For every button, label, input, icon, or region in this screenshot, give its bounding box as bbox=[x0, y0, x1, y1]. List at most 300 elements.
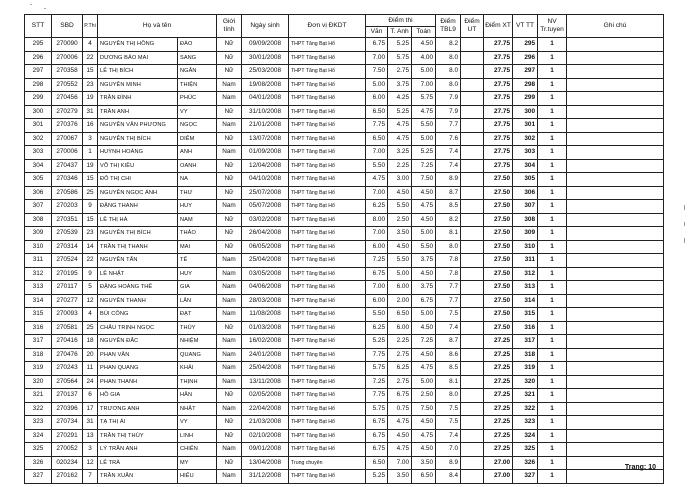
cell-sbd: 270396 bbox=[52, 402, 83, 416]
cell-van: 5.75 bbox=[366, 362, 388, 376]
cell-ten: CHIẾN bbox=[178, 443, 217, 457]
cell-diem-ut bbox=[461, 335, 484, 349]
cell-ngay-sinh: 02/05/2008 bbox=[242, 389, 289, 403]
cell-diem-xt: 27.50 bbox=[484, 213, 513, 227]
cell-ghi-chu bbox=[567, 321, 664, 335]
table-row bbox=[25, 402, 664, 416]
cell-p-thi: 12 bbox=[83, 456, 98, 470]
cell-ngay-sinh: 11/08/2008 bbox=[242, 308, 289, 322]
cell-diem-ut bbox=[461, 132, 484, 146]
cell-ngay-sinh: 13/04/2008 bbox=[242, 456, 289, 470]
cell-stt: 319 bbox=[25, 362, 52, 376]
cell-stt: 318 bbox=[25, 348, 52, 362]
cell-diem-ut bbox=[461, 470, 484, 484]
cell-ho-dem: PHAN THANH bbox=[98, 375, 178, 389]
cell-p-thi: 24 bbox=[83, 375, 98, 389]
cell-t-anh: 6.75 bbox=[388, 389, 412, 403]
table-body bbox=[25, 38, 664, 484]
cell-van: 5.25 bbox=[366, 470, 388, 484]
cell-ghi-chu bbox=[567, 119, 664, 133]
cell-sbd: 020234 bbox=[52, 456, 83, 470]
cell-nv: 1 bbox=[538, 294, 567, 308]
cell-diem-xt: 27.50 bbox=[484, 321, 513, 335]
cell-vt-tt: 313 bbox=[513, 281, 538, 295]
cell-toan: 5.25 bbox=[412, 146, 436, 160]
cell-gioi-tinh: Nam bbox=[217, 200, 242, 214]
cell-diem-xt: 27.25 bbox=[484, 443, 513, 457]
cell-ngay-sinh: 01/09/2008 bbox=[242, 146, 289, 160]
cell-sbd: 270117 bbox=[52, 281, 83, 295]
cell-diem-ut bbox=[461, 186, 484, 200]
cell-toan: 5.75 bbox=[412, 92, 436, 106]
cell-ten: DIỄM bbox=[178, 132, 217, 146]
cell-ngay-sinh: 19/08/2008 bbox=[242, 78, 289, 92]
cell-diem-tbl9: 8.0 bbox=[436, 51, 461, 65]
cell-p-thi: 18 bbox=[83, 335, 98, 349]
cell-diem-tbl9: 7.9 bbox=[436, 105, 461, 119]
cell-ho-dem: NGUYỄN NGỌC ÁNH bbox=[98, 186, 178, 200]
cell-don-vi: THPT Tăng Bạt Hổ bbox=[289, 159, 366, 173]
cell-vt-tt: 306 bbox=[513, 186, 538, 200]
cell-ten: HUY bbox=[178, 200, 217, 214]
cell-diem-tbl9: 7.4 bbox=[436, 146, 461, 160]
cell-diem-tbl9: 7.6 bbox=[436, 132, 461, 146]
cell-ghi-chu bbox=[567, 470, 664, 484]
cell-diem-ut bbox=[461, 402, 484, 416]
table-row bbox=[25, 65, 664, 79]
cell-sbd: 270581 bbox=[52, 321, 83, 335]
cell-ho-dem: NGUYỄN MINH bbox=[98, 78, 178, 92]
cell-sbd: 270277 bbox=[52, 294, 83, 308]
cell-diem-tbl9: 8.9 bbox=[436, 173, 461, 187]
cell-ten: HÂN bbox=[178, 389, 217, 403]
cell-stt: 314 bbox=[25, 294, 52, 308]
cell-sbd: 270346 bbox=[52, 173, 83, 187]
header-ngay-sinh: Ngày sinh bbox=[242, 15, 289, 38]
cell-ten: HUY bbox=[178, 267, 217, 281]
cell-diem-xt: 27.25 bbox=[484, 389, 513, 403]
cell-stt: 296 bbox=[25, 51, 52, 65]
cell-ngay-sinh: 31/10/2008 bbox=[242, 105, 289, 119]
cell-don-vi: THPT Tăng Bạt Hổ bbox=[289, 78, 366, 92]
header-don-vi: Đơn vị ĐKDT bbox=[289, 15, 366, 38]
cell-van: 6.75 bbox=[366, 443, 388, 457]
cell-t-anh: 3.50 bbox=[388, 227, 412, 241]
cell-nv: 1 bbox=[538, 362, 567, 376]
cell-ngay-sinh: 09/01/2008 bbox=[242, 443, 289, 457]
header-toan: Toán bbox=[412, 27, 436, 38]
cell-ngay-sinh: 04/10/2008 bbox=[242, 173, 289, 187]
cell-ghi-chu bbox=[567, 240, 664, 254]
cell-toan: 5.00 bbox=[412, 375, 436, 389]
cell-toan: 4.50 bbox=[412, 416, 436, 430]
cell-t-anh: 4.75 bbox=[388, 416, 412, 430]
cell-t-anh: 0.75 bbox=[388, 402, 412, 416]
cell-diem-xt: 27.25 bbox=[484, 348, 513, 362]
cell-diem-ut bbox=[461, 294, 484, 308]
cell-diem-tbl9: 7.4 bbox=[436, 429, 461, 443]
cell-p-thi: 5 bbox=[83, 281, 98, 295]
cell-van: 5.25 bbox=[366, 335, 388, 349]
cell-stt: 312 bbox=[25, 267, 52, 281]
cell-toan: 7.00 bbox=[412, 78, 436, 92]
cell-sbd: 270093 bbox=[52, 308, 83, 322]
cell-ngay-sinh: 13/07/2008 bbox=[242, 132, 289, 146]
cell-diem-ut bbox=[461, 146, 484, 160]
cell-sbd: 270203 bbox=[52, 200, 83, 214]
cell-gioi-tinh: Nữ bbox=[217, 416, 242, 430]
cell-ho-dem: NGUYỄN ĐẮC bbox=[98, 335, 178, 349]
header-ho-va-ten: Họ và tên bbox=[98, 15, 217, 38]
cell-toan: 4.50 bbox=[412, 38, 436, 52]
cell-ho-dem: ĐỖ THỊ CHI bbox=[98, 173, 178, 187]
cell-stt: 308 bbox=[25, 213, 52, 227]
cell-nv: 1 bbox=[538, 429, 567, 443]
cell-vt-tt: 307 bbox=[513, 200, 538, 214]
cell-gioi-tinh: Nữ bbox=[217, 105, 242, 119]
cell-t-anh: 4.50 bbox=[388, 240, 412, 254]
cell-ngay-sinh: 26/04/2008 bbox=[242, 227, 289, 241]
cell-ho-dem: LÝ TRẦN ANH bbox=[98, 443, 178, 457]
cell-vt-tt: 320 bbox=[513, 375, 538, 389]
cell-toan: 4.50 bbox=[412, 186, 436, 200]
cell-gioi-tinh: Nam bbox=[217, 375, 242, 389]
cell-ghi-chu bbox=[567, 65, 664, 79]
cell-diem-xt: 27.75 bbox=[484, 92, 513, 106]
cell-toan: 4.75 bbox=[412, 200, 436, 214]
cell-van: 7.25 bbox=[366, 254, 388, 268]
cell-diem-xt: 27.50 bbox=[484, 281, 513, 295]
cell-ten: HIẾU bbox=[178, 470, 217, 484]
header-diem-xt: Điểm XT bbox=[484, 15, 513, 38]
cell-gioi-tinh: Nam bbox=[217, 119, 242, 133]
cell-don-vi: THPT Tăng Bạt Hổ bbox=[289, 254, 366, 268]
cell-sbd: 270376 bbox=[52, 119, 83, 133]
cell-nv: 1 bbox=[538, 159, 567, 173]
cell-don-vi: THPT Tăng Bạt Hổ bbox=[289, 362, 366, 376]
cell-ten: MY bbox=[178, 456, 217, 470]
cell-van: 7.75 bbox=[366, 348, 388, 362]
cell-ten: QUANG bbox=[178, 348, 217, 362]
cell-diem-xt: 27.00 bbox=[484, 456, 513, 470]
cell-sbd: 270052 bbox=[52, 443, 83, 457]
table-row bbox=[25, 294, 664, 308]
cell-gioi-tinh: Nữ bbox=[217, 38, 242, 52]
cell-toan: 5.50 bbox=[412, 240, 436, 254]
cell-sbd: 270552 bbox=[52, 78, 83, 92]
cell-diem-tbl9: 7.0 bbox=[436, 443, 461, 457]
cell-nv: 1 bbox=[538, 240, 567, 254]
cell-ten: NGÂN bbox=[178, 65, 217, 79]
cell-don-vi: THPT Tăng Bạt Hổ bbox=[289, 281, 366, 295]
cell-don-vi: THPT Tăng Bạt Hổ bbox=[289, 267, 366, 281]
cell-t-anh: 6.25 bbox=[388, 362, 412, 376]
cell-nv: 1 bbox=[538, 65, 567, 79]
cell-diem-xt: 27.50 bbox=[484, 254, 513, 268]
cell-ho-dem: TẠ THỊ ÁI bbox=[98, 416, 178, 430]
cell-ghi-chu bbox=[567, 281, 664, 295]
cell-vt-tt: 319 bbox=[513, 362, 538, 376]
cell-diem-xt: 27.50 bbox=[484, 308, 513, 322]
cell-toan: 7.25 bbox=[412, 335, 436, 349]
cell-ho-dem: TRẦN THỊ THANH bbox=[98, 240, 178, 254]
cell-sbd: 270067 bbox=[52, 132, 83, 146]
table-row bbox=[25, 456, 664, 470]
cell-vt-tt: 314 bbox=[513, 294, 538, 308]
cell-t-anh: 4.75 bbox=[388, 443, 412, 457]
table-row bbox=[25, 227, 664, 241]
cell-stt: 295 bbox=[25, 38, 52, 52]
cell-sbd: 270524 bbox=[52, 254, 83, 268]
table-row bbox=[25, 105, 664, 119]
cell-vt-tt: 308 bbox=[513, 213, 538, 227]
cell-nv: 1 bbox=[538, 375, 567, 389]
cell-ten: THÚY bbox=[178, 321, 217, 335]
cell-t-anh: 4.25 bbox=[388, 92, 412, 106]
cell-ho-dem: TRẦN ANH bbox=[98, 105, 178, 119]
table-row bbox=[25, 254, 664, 268]
cell-diem-xt: 27.75 bbox=[484, 105, 513, 119]
cell-diem-tbl9: 8.1 bbox=[436, 375, 461, 389]
cell-diem-xt: 27.50 bbox=[484, 173, 513, 187]
cell-ngay-sinh: 04/01/2008 bbox=[242, 92, 289, 106]
cell-don-vi: THPT Tăng Bạt Hổ bbox=[289, 38, 366, 52]
cell-diem-ut bbox=[461, 159, 484, 173]
cell-van: 6.75 bbox=[366, 429, 388, 443]
cell-ho-dem: NGUYỄN THỊ BÍCH bbox=[98, 227, 178, 241]
cell-nv: 1 bbox=[538, 92, 567, 106]
scan-speck bbox=[30, 4, 32, 5]
cell-diem-ut bbox=[461, 416, 484, 430]
cell-stt: 313 bbox=[25, 281, 52, 295]
cell-vt-tt: 317 bbox=[513, 335, 538, 349]
cell-van: 6.75 bbox=[366, 38, 388, 52]
cell-don-vi: THPT Tăng Bạt Hổ bbox=[289, 227, 366, 241]
cell-don-vi: THPT Tăng Bạt Hổ bbox=[289, 308, 366, 322]
cell-van: 5.50 bbox=[366, 159, 388, 173]
cell-ho-dem: CHÂU TRỊNH NGỌC bbox=[98, 321, 178, 335]
cell-diem-ut bbox=[461, 65, 484, 79]
cell-sbd: 270476 bbox=[52, 348, 83, 362]
cell-nv: 1 bbox=[538, 51, 567, 65]
cell-ngay-sinh: 04/06/2008 bbox=[242, 281, 289, 295]
cell-ngay-sinh: 13/11/2008 bbox=[242, 375, 289, 389]
cell-stt: 323 bbox=[25, 416, 52, 430]
cell-stt: 321 bbox=[25, 389, 52, 403]
cell-diem-ut bbox=[461, 429, 484, 443]
cell-gioi-tinh: Nam bbox=[217, 281, 242, 295]
cell-vt-tt: 296 bbox=[513, 51, 538, 65]
cell-p-thi: 7 bbox=[83, 470, 98, 484]
cell-ten: KHẢI bbox=[178, 362, 217, 376]
cell-t-anh: 4.75 bbox=[388, 119, 412, 133]
cell-toan: 5.50 bbox=[412, 119, 436, 133]
cell-ngay-sinh: 30/01/2008 bbox=[242, 51, 289, 65]
cell-van: 5.75 bbox=[366, 402, 388, 416]
cell-t-anh: 2.50 bbox=[388, 213, 412, 227]
cell-t-anh: 5.50 bbox=[388, 200, 412, 214]
table-row bbox=[25, 51, 664, 65]
cell-ho-dem: PHAN QUANG bbox=[98, 362, 178, 376]
cell-ngay-sinh: 12/04/2008 bbox=[242, 159, 289, 173]
cell-ho-dem: LÊ THỊ HÀ bbox=[98, 213, 178, 227]
cell-ngay-sinh: 01/03/2008 bbox=[242, 321, 289, 335]
cell-van: 7.25 bbox=[366, 375, 388, 389]
cell-ten: TẾ bbox=[178, 254, 217, 268]
cell-gioi-tinh: Nam bbox=[217, 78, 242, 92]
cell-ho-dem: LÊ TRÀ bbox=[98, 456, 178, 470]
cell-t-anh: 2.75 bbox=[388, 375, 412, 389]
cell-gioi-tinh: Nữ bbox=[217, 51, 242, 65]
cell-nv: 1 bbox=[538, 227, 567, 241]
table-row bbox=[25, 38, 664, 52]
cell-ngay-sinh: 31/12/2008 bbox=[242, 470, 289, 484]
cell-vt-tt: 302 bbox=[513, 132, 538, 146]
cell-nv: 1 bbox=[538, 105, 567, 119]
cell-p-thi: 6 bbox=[83, 389, 98, 403]
cell-van: 6.00 bbox=[366, 92, 388, 106]
cell-van: 6.25 bbox=[366, 321, 388, 335]
cell-diem-ut bbox=[461, 308, 484, 322]
cell-p-thi: 1 bbox=[83, 146, 98, 160]
cell-vt-tt: 325 bbox=[513, 443, 538, 457]
cell-don-vi: THPT Tăng Bạt Hổ bbox=[289, 65, 366, 79]
cell-p-thi: 16 bbox=[83, 119, 98, 133]
cell-don-vi: THPT Tăng Bạt Hổ bbox=[289, 402, 366, 416]
cell-vt-tt: 301 bbox=[513, 119, 538, 133]
cell-ghi-chu bbox=[567, 254, 664, 268]
cell-sbd: 270416 bbox=[52, 335, 83, 349]
cell-p-thi: 20 bbox=[83, 348, 98, 362]
cell-ghi-chu bbox=[567, 38, 664, 52]
cell-ngay-sinh: 28/03/2008 bbox=[242, 294, 289, 308]
cell-diem-ut bbox=[461, 200, 484, 214]
cell-ngay-sinh: 03/05/2008 bbox=[242, 267, 289, 281]
cell-ghi-chu bbox=[567, 348, 664, 362]
cell-ten: NHẬT bbox=[178, 402, 217, 416]
cell-p-thi: 25 bbox=[83, 186, 98, 200]
cell-p-thi: 15 bbox=[83, 173, 98, 187]
cell-diem-tbl9: 8.7 bbox=[436, 186, 461, 200]
cell-nv: 1 bbox=[538, 389, 567, 403]
cell-ghi-chu bbox=[567, 159, 664, 173]
cell-vt-tt: 300 bbox=[513, 105, 538, 119]
cell-van: 7.75 bbox=[366, 119, 388, 133]
cell-sbd: 270539 bbox=[52, 227, 83, 241]
cell-nv: 1 bbox=[538, 186, 567, 200]
cell-van: 6.00 bbox=[366, 294, 388, 308]
cell-ho-dem: ĐẶNG THANH bbox=[98, 200, 178, 214]
cell-sbd: 270456 bbox=[52, 92, 83, 106]
cell-don-vi: THPT Tăng Bạt Hổ bbox=[289, 186, 366, 200]
cell-van: 7.75 bbox=[366, 389, 388, 403]
cell-ngay-sinh: 02/10/2008 bbox=[242, 429, 289, 443]
cell-diem-xt: 27.50 bbox=[484, 240, 513, 254]
cell-van: 6.50 bbox=[366, 132, 388, 146]
cell-vt-tt: 298 bbox=[513, 78, 538, 92]
cell-t-anh: 5.00 bbox=[388, 267, 412, 281]
cell-vt-tt: 326 bbox=[513, 456, 538, 470]
table-row bbox=[25, 173, 664, 187]
cell-nv: 1 bbox=[538, 132, 567, 146]
cell-ho-dem: LÊ THỊ BÍCH bbox=[98, 65, 178, 79]
cell-sbd: 270279 bbox=[52, 105, 83, 119]
cell-van: 6.25 bbox=[366, 200, 388, 214]
cell-diem-tbl9: 8.2 bbox=[436, 38, 461, 52]
cell-diem-tbl9: 8.0 bbox=[436, 240, 461, 254]
cell-ghi-chu bbox=[567, 335, 664, 349]
table-row bbox=[25, 240, 664, 254]
cell-vt-tt: 312 bbox=[513, 267, 538, 281]
cell-vt-tt: 310 bbox=[513, 240, 538, 254]
cell-don-vi: THPT Tăng Bạt Hổ bbox=[289, 105, 366, 119]
cell-ghi-chu bbox=[567, 294, 664, 308]
cell-diem-xt: 27.50 bbox=[484, 200, 513, 214]
cell-stt: 327 bbox=[25, 470, 52, 484]
cell-diem-ut bbox=[461, 38, 484, 52]
cell-sbd: 270358 bbox=[52, 65, 83, 79]
cell-van: 7.50 bbox=[366, 65, 388, 79]
cell-nv: 1 bbox=[538, 416, 567, 430]
cell-sbd: 270314 bbox=[52, 240, 83, 254]
cell-van: 6.00 bbox=[366, 240, 388, 254]
cell-sbd: 270162 bbox=[52, 470, 83, 484]
cell-ghi-chu bbox=[567, 92, 664, 106]
cell-nv: 1 bbox=[538, 213, 567, 227]
header-gioi-tinh: Giới tính bbox=[217, 15, 242, 38]
cell-diem-tbl9: 7.5 bbox=[436, 416, 461, 430]
cell-diem-tbl9: 8.2 bbox=[436, 213, 461, 227]
cell-gioi-tinh: Nữ bbox=[217, 159, 242, 173]
cell-toan: 4.50 bbox=[412, 348, 436, 362]
cell-sbd: 270564 bbox=[52, 375, 83, 389]
cell-ghi-chu bbox=[567, 146, 664, 160]
cell-nv: 1 bbox=[538, 78, 567, 92]
cell-nv: 1 bbox=[538, 267, 567, 281]
header-vt-tt: VT TT bbox=[513, 15, 538, 38]
cell-gioi-tinh: Nam bbox=[217, 92, 242, 106]
cell-don-vi: THPT Tăng Bạt Hổ bbox=[289, 240, 366, 254]
cell-diem-xt: 27.75 bbox=[484, 65, 513, 79]
cell-diem-ut bbox=[461, 119, 484, 133]
cell-diem-xt: 27.25 bbox=[484, 402, 513, 416]
cell-van: 7.00 bbox=[366, 186, 388, 200]
cell-nv: 1 bbox=[538, 335, 567, 349]
scan-mark bbox=[684, 238, 685, 243]
cell-vt-tt: 299 bbox=[513, 92, 538, 106]
cell-toan: 4.75 bbox=[412, 105, 436, 119]
cell-stt: 300 bbox=[25, 105, 52, 119]
cell-toan: 7.50 bbox=[412, 402, 436, 416]
cell-stt: 324 bbox=[25, 429, 52, 443]
cell-vt-tt: 311 bbox=[513, 254, 538, 268]
cell-nv: 1 bbox=[538, 321, 567, 335]
cell-diem-ut bbox=[461, 78, 484, 92]
cell-t-anh: 3.25 bbox=[388, 146, 412, 160]
cell-ho-dem: LÊ NHẬT bbox=[98, 267, 178, 281]
cell-t-anh: 3.50 bbox=[388, 470, 412, 484]
cell-stt: 306 bbox=[25, 186, 52, 200]
cell-stt: 299 bbox=[25, 92, 52, 106]
table-row bbox=[25, 443, 664, 457]
cell-gioi-tinh: Nam bbox=[217, 443, 242, 457]
cell-ghi-chu bbox=[567, 173, 664, 187]
cell-ten: THỊNH bbox=[178, 375, 217, 389]
cell-t-anh: 5.25 bbox=[388, 38, 412, 52]
cell-ho-dem: TRẦN XUÂN bbox=[98, 470, 178, 484]
cell-toan: 4.50 bbox=[412, 443, 436, 457]
cell-ngay-sinh: 21/03/2008 bbox=[242, 416, 289, 430]
